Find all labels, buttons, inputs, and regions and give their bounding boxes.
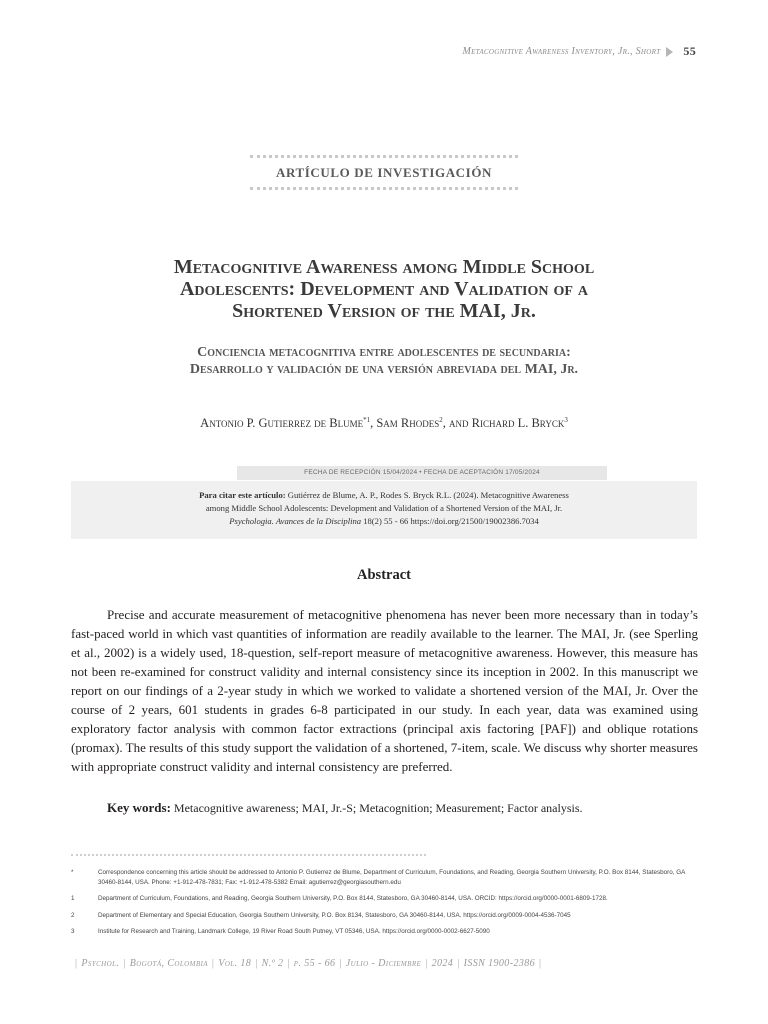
- title-line-1: Metacognitive Awareness among Middle School: [173, 256, 595, 278]
- citation-line-3: [71, 515, 697, 528]
- author-2-affiliation: 2: [439, 416, 443, 424]
- footnote-item: [71, 927, 701, 937]
- footnote-mark: 3: [71, 928, 75, 935]
- abstract-body: Precise and accurate measurement of metacognitive phenomena has never been more necessary than in today’s fast-paced world in which vast quantities of information are readily available to the learner. The MAI, Jr. (see Sperling et al., 2002) is a widely used, 18-question, self-report measure of metacognitive awareness. However, this measure has not been re-examined for construct validity and internal consistency since its inception in 2002. In this manuscript we report on our findings of a 2-year study in which we worked to validate a shortened version of the MAI, Jr. Over the course of 2 years, 601 students in grades 6-8 participated in our study. In each year, data was examined using exploratory factor analysis with common factor extractions (principal axis factoring [PAF]) and oblique rotations (promax). The results of this study support the validation of a shortened, 7-item, scale. We discuss why shorter measures with appropriate construct validity and internal consistency are preferred.: [71, 607, 698, 774]
- citation-line-1: [71, 489, 697, 502]
- citation-box: [71, 481, 697, 539]
- citation-label: Para citar este artículo:: [199, 490, 286, 500]
- citation-text-1: Gutiérrez de Blume, A. P., Rodes S. Bryck R.L. (2024). Metacognitive Awareness: [285, 490, 569, 500]
- footer-number: N.º 2: [261, 958, 284, 969]
- author-separator-2: , and: [442, 416, 472, 431]
- author-1: Antonio P. Gutierrez de Blume: [200, 416, 364, 431]
- footer-separator: |: [255, 958, 258, 969]
- article-subtitle: [84, 344, 684, 378]
- section-label-block: [250, 155, 518, 190]
- section-label: ARTÍCULO DE INVESTIGACIÓN: [275, 165, 493, 180]
- footer-separator: |: [339, 958, 342, 969]
- footnote-text: Correspondence concerning this article should be addressed to Antonio P. Gutierrez de Blume, Department of Curriculum, Foundations, and Reading, Georgia Southern University, P.O. Box 8144, Statesboro, GA 30460-8144, USA. Phone: +1-912-478-7831; Fax: +1-912-478-5382 Email: agutierrez@georgiasouthern.edu: [98, 869, 685, 886]
- footnote-mark: *: [71, 869, 74, 876]
- footnotes: [71, 868, 701, 944]
- footnote-item: [71, 868, 701, 887]
- citation-line-2: among Middle School Adolescents: Development and Validation of a Shortened Version of the MAI, Jr.: [205, 503, 563, 513]
- footer-period: Julio - Diciembre: [345, 958, 422, 969]
- footer-separator: |: [457, 958, 460, 969]
- footer-separator: |: [211, 958, 215, 969]
- triangle-marker-icon: [666, 47, 673, 57]
- footer-year: 2024: [431, 958, 454, 969]
- subtitle-line-1: Conciencia metacognitiva entre adolescentes de secundaria:: [197, 345, 571, 360]
- footer-issn: ISSN 1900-2386: [463, 958, 536, 969]
- subtitle-line-2: Desarrollo y validación de una versión abreviada del MAI, Jr.: [189, 362, 579, 377]
- citation-doi[interactable]: 18(2) 55 - 66 https://doi.org/21500/19002386.7034: [361, 516, 539, 526]
- author-3-affiliation: 3: [564, 416, 568, 424]
- footer-separator: |: [75, 958, 78, 969]
- footnote-item: [71, 911, 701, 921]
- page-footer: [71, 958, 711, 969]
- abstract-heading: Abstract: [357, 567, 411, 583]
- keywords: [107, 800, 697, 816]
- running-head-text: Metacognitive Awareness Inventory, Jr., Short: [462, 46, 661, 57]
- citation-journal: Psychologia. Avances de la Disciplina: [229, 516, 362, 526]
- footnote-text: Department of Curriculum, Foundations, and Reading, Georgia Southern University, P.O. Box 8144, Statesboro, GA 30460-8144, USA. ORCID: https://orcid.org/0000-0001-6809-1728.: [98, 895, 608, 902]
- footer-separator: |: [287, 958, 290, 969]
- received-accepted-dates: FECHA DE RECEPCIÓN 15/04/2024 • FECHA DE ACEPTACIÓN 17/05/2024: [237, 466, 607, 480]
- footnote-item: [71, 894, 701, 904]
- page-number: 55: [683, 44, 696, 58]
- running-head: [462, 44, 696, 59]
- keywords-label: Key words:: [107, 800, 171, 815]
- footer-separator: |: [539, 958, 542, 969]
- author-list: [84, 416, 684, 431]
- footnote-divider: [71, 854, 426, 856]
- footer-journal: Psychol.: [81, 958, 120, 969]
- keywords-text: Metacognitive awareness; MAI, Jr.-S; Metacognition; Measurement; Factor analysis.: [170, 801, 583, 815]
- title-line-2: Adolescents: Development and Validation of a: [179, 278, 589, 300]
- footer-city: Bogotá, Colombia: [129, 958, 208, 969]
- footer-pages: p. 55 - 66: [293, 958, 336, 969]
- footnote-mark: 2: [71, 911, 75, 919]
- footnote-text: Department of Elementary and Special Education, Georgia Southern University, P.O. Box 8134, Statesboro, GA 30460-8144, USA. https://orcid.org/0009-0004-4536-7045: [98, 911, 571, 919]
- footnote-text: Institute for Research and Training, Landmark College, 19 River Road South Putney, VT 05346, USA. https://orcid.org/0000-0002-6627-5090: [98, 928, 490, 935]
- article-title: [84, 256, 684, 322]
- footer-separator: |: [123, 958, 126, 969]
- author-3: Richard L. Bryck: [471, 416, 565, 431]
- author-separator-1: ,: [370, 416, 377, 431]
- footnote-mark: 1: [71, 895, 75, 902]
- footer-separator: |: [425, 958, 428, 969]
- footer-volume: Vol. 18: [218, 958, 252, 969]
- author-2: Sam Rhodes: [376, 416, 440, 431]
- section-bottom-rule: [250, 187, 518, 190]
- author-1-affiliation: *1: [363, 416, 371, 424]
- title-line-3: Shortened Version of the MAI, Jr.: [232, 300, 536, 322]
